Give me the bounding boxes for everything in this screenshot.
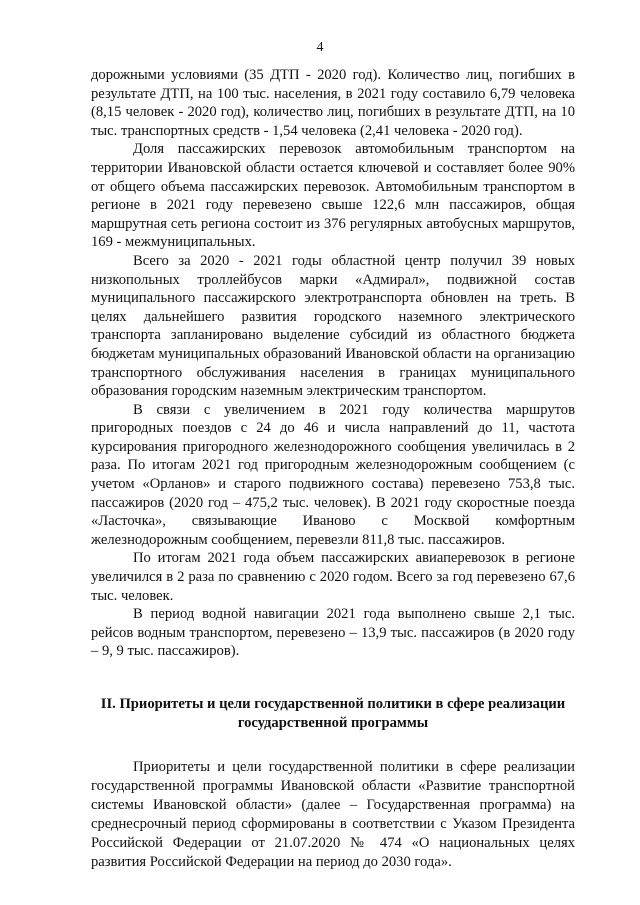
paragraph-trolleybuses: Всего за 2020 - 2021 годы областной центр получил 39 новых низкопольных троллейбусов марки «Адмирал», подвижной состав муниципального пассажирского электротранспорта обновлен на треть. В целях дальнейшего развития городского наземного электрического транспорта запланировано выделение субсидий из областного бюджета бюджетам муниципальных образований Ивановской области на организацию транспортного обслуживания населения в границах муниципального образования городским наземным электрическим транспортом. <box>91 252 575 400</box>
section-heading-line-1: II. Приоритеты и цели государственной политики в сфере реализации <box>100 696 566 712</box>
section-heading <box>91 695 575 733</box>
page-number: 4 <box>316 40 324 55</box>
paragraph-road-accidents: дорожными условиями (35 ДТП - 2020 год). Количество лиц, погибших в результате ДТП, на 100 тыс. населения, в 2021 году составило 6,79 человека (8,15 человек - 2020 год), количество лиц, погибших в результате ДТП, на 10 тыс. транспортных средств - 1,54 человека (2,41 человека - 2020 год). <box>91 67 575 139</box>
section-heading-line-2: государственной программы <box>237 715 429 731</box>
paragraph-water-transport: В период водной навигации 2021 года выполнено свыше 2,1 тыс. рейсов водным транспортом, перевезено – 13,9 тыс. пассажиров (в 2020 году – 9, 9 тыс. пассажиров). <box>91 606 575 660</box>
paragraph-air-transport: По итогам 2021 года объем пассажирских авиаперевозок в регионе увеличился в 2 раза по сравнению с 2020 годом. Всего за год перевезено 67,6 тыс. человек. <box>91 550 575 604</box>
paragraph-priorities: Приоритеты и цели государственной политики в сфере реализации государственной программы Ивановской области «Развитие транспортной системы Ивановской области» (далее – Государственная программа) на среднесрочный период сформированы в соответствии с Указом Президента Российской Федерации от 21.07.2020 № 474 «О национальных целях развития Российской Федерации на период до 2030 года». <box>91 759 575 870</box>
paragraph-road-transport: Доля пассажирских перевозок автомобильным транспортом на территории Ивановской области остается ключевой и составляет более 90% от общего объема пассажирских перевозок. Автомобильным транспортом в регионе в 2021 году перевезено свыше 122,6 млн пассажиров, общая маршрутная сеть региона состоит из 376 регулярных автобусных маршрутов, 169 - межмуниципальных. <box>91 141 575 251</box>
section-body <box>91 758 575 872</box>
paragraph-rail-transport: В связи с увеличением в 2021 году количества маршрутов пригородных поездов с 24 до 46 и числа направлений до 11, частота курсирования пригородного железнодорожного сообщения увеличилась в 2 раза. По итогам 2021 год пригородным железнодорожным сообщением (с учетом «Орланов» и старого подвижного состава) перевезено 753,8 тыс. пассажиров (2020 год – 475,2 тыс. человек). В 2021 году скоростные поезда «Ласточка», связывающие Иваново с Москвой комфортным железнодорожным сообщением, перевезли 811,8 тыс. пассажиров. <box>91 401 575 548</box>
body-text <box>91 66 575 661</box>
